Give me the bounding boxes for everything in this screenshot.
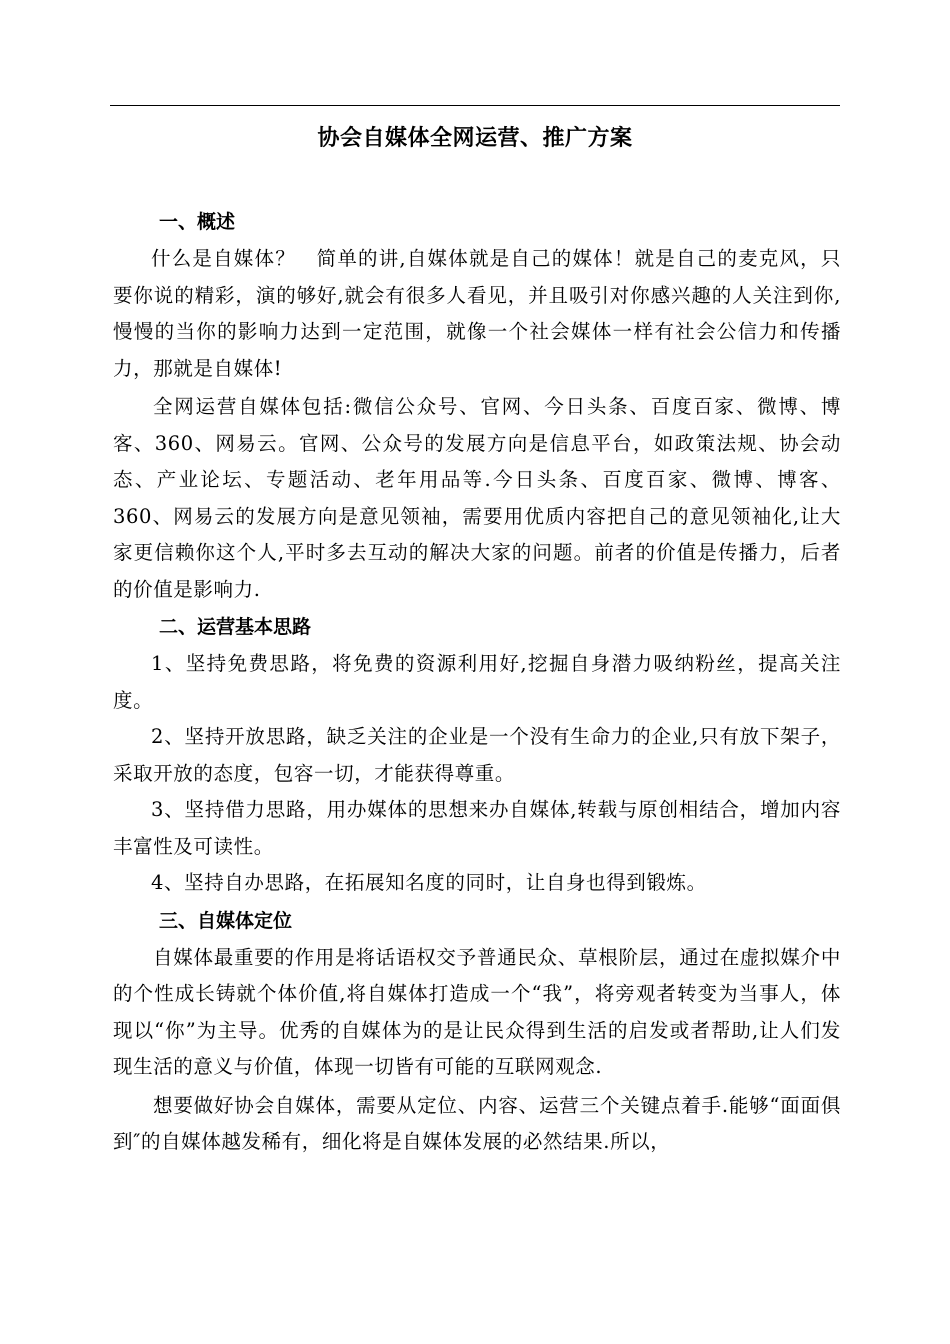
header-rule: [110, 105, 840, 106]
paragraph-overview-2: 全网运营自媒体包括:微信公众号、官网、今日头条、百度百家、微博、博客、360、网易云。官网、公众号的发展方向是信息平台，如政策法规、协会动态、产业论坛、专题活动、老年用品等.今日头条、百度百家、微博、博客、360、网易云的发展方向是意见领袖，需要用优质内容把自己的意见领袖化,让大家更信赖你这个人,平时多去互动的解决大家的问题。前者的价值是传播力，后者的价值是影响力.: [113, 395, 841, 601]
paragraph-positioning-1: 自媒体最重要的作用是将话语权交予普通民众、草根阶层，通过在虚拟媒介中的个性成长铸就个体价值,将自媒体打造成一个“我”，将旁观者转变为当事人，体现以“你”为主导。优秀的自媒体为的是让民众得到生活的启发或者帮助,让人们发现生活的意义与价值，体现一切皆有可能的互联网观念.: [113, 945, 841, 1078]
document-title: 协会自媒体全网运营、推广方案: [317, 126, 633, 151]
section-heading-operation-ideas: 二、运营基本思路: [159, 616, 312, 638]
paragraph-positioning-2: 想要做好协会自媒体，需要从定位、内容、运营三个关键点着手.能够“面面俱到″的自媒体越发稀有，细化将是自媒体发展的必然结果.所以，: [113, 1093, 841, 1153]
list-item-idea-2: 2、坚持开放思路，缺乏关注的企业是一个没有生命力的企业,只有放下架子，采取开放的态度，包容一切，才能获得尊重。: [113, 725, 841, 785]
section-heading-positioning: 三、自媒体定位: [159, 909, 293, 932]
list-item-idea-3: 3、坚持借力思路，用办媒体的思想来办自媒体,转载与原创相结合，增加内容丰富性及可读性。: [113, 798, 841, 858]
list-item-idea-4: 4、坚持自办思路，在拓展知名度的同时，让自身也得到锻炼。: [151, 871, 707, 894]
document-body: [113, 203, 841, 1161]
section-heading-overview: 一、概述: [159, 211, 236, 233]
paragraph-overview-1: 什么是自媒体？ 简单的讲,自媒体就是自己的媒体！就是自己的麦克风，只要你说的精彩，演的够好,就会有很多人看见，并且吸引对你感兴趣的人关注到你,慢慢的当你的影响力达到一定范围，就像一个社会媒体一样有社会公信力和传播力，那就是自媒体!: [113, 247, 841, 380]
list-item-idea-1: 1、坚持免费思路，将免费的资源利用好,挖掘自身潜力吸纳粉丝，提高关注度。: [113, 652, 841, 712]
